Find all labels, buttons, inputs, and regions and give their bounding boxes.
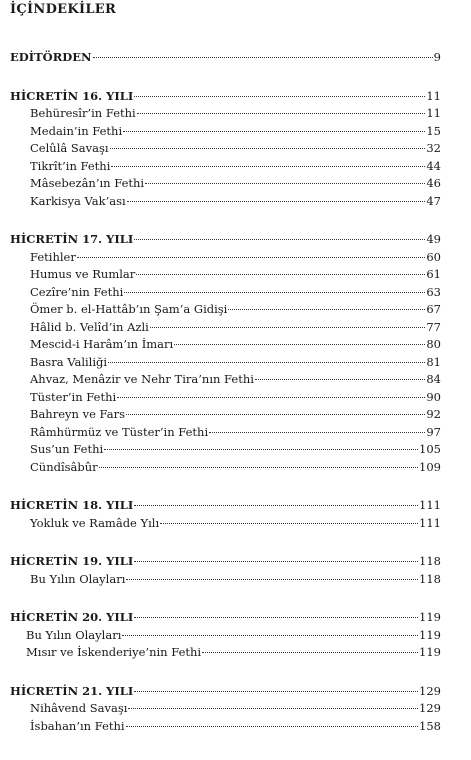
- toc-item-label: Karkisya Vak’ası: [30, 193, 126, 208]
- dot-leader: [134, 96, 425, 97]
- dot-leader: [110, 148, 426, 149]
- toc-item[interactable]: [10, 515, 441, 533]
- toc-page-number: 118: [419, 554, 441, 568]
- toc-page-number: 61: [426, 267, 441, 281]
- toc-item[interactable]: [10, 249, 441, 267]
- section-gap: [10, 588, 441, 609]
- dot-leader: [117, 397, 425, 398]
- toc-page-number: 111: [419, 515, 441, 530]
- toc-page-number: 109: [419, 459, 441, 474]
- toc-page-number: 129: [419, 701, 441, 715]
- toc-item[interactable]: [10, 627, 441, 645]
- toc-item-label: Mâsebezân’ın Fethi: [30, 176, 145, 190]
- toc-item[interactable]: [10, 354, 441, 372]
- toc-item-label: Tüster’in Fethi: [30, 389, 117, 404]
- dot-leader: [134, 617, 418, 618]
- toc-item-label: Celûlâ Savaşı: [30, 141, 109, 155]
- toc-page-number: 67: [426, 302, 441, 316]
- toc-item[interactable]: [10, 336, 441, 354]
- toc-heading-year-16[interactable]: [10, 88, 441, 106]
- toc-item[interactable]: [10, 193, 441, 211]
- dot-leader: [145, 183, 425, 184]
- dot-leader: [209, 432, 425, 433]
- toc-page-number: 90: [426, 389, 441, 404]
- toc-page-number: 119: [419, 610, 441, 624]
- dot-leader: [104, 449, 418, 450]
- dot-leader: [137, 113, 426, 114]
- toc-item[interactable]: [10, 459, 441, 477]
- dot-leader: [160, 523, 418, 524]
- toc-page-number: 92: [426, 407, 441, 421]
- toc-page-number: 49: [426, 232, 441, 246]
- dot-leader: [134, 561, 418, 562]
- toc-item-label: Sus’un Fethi: [30, 442, 104, 456]
- dot-leader: [123, 131, 425, 132]
- dot-leader: [134, 239, 425, 240]
- toc-page-number: 46: [426, 176, 441, 190]
- toc-item-label: Nihâvend Savaşı: [30, 701, 128, 715]
- toc-heading-year-19[interactable]: [10, 553, 441, 571]
- dot-leader: [122, 635, 418, 636]
- toc-page-number: 11: [426, 88, 441, 103]
- toc-heading-label: HİCRETİN 20. YILI: [10, 610, 134, 624]
- section-gap: [10, 662, 441, 683]
- toc-item[interactable]: [10, 175, 441, 193]
- toc-item[interactable]: [10, 123, 441, 141]
- toc-item-label: Yokluk ve Ramâde Yılı: [30, 515, 160, 530]
- toc-page-number: 9: [433, 50, 441, 64]
- toc-heading-year-21[interactable]: [10, 683, 441, 701]
- toc-item-label: Bahreyn ve Fars: [30, 407, 125, 421]
- toc-page-number: 97: [426, 424, 441, 439]
- toc-page-number: 32: [426, 141, 441, 155]
- dot-leader: [126, 726, 418, 727]
- dot-leader: [99, 467, 418, 468]
- dot-leader: [108, 362, 425, 363]
- toc-item-label: Bu Yılın Olayları: [26, 627, 122, 642]
- section-gap: [10, 67, 441, 88]
- dot-leader: [228, 309, 425, 310]
- toc-page-number: 44: [426, 158, 441, 173]
- section-gap: [10, 532, 441, 553]
- toc-item-label: Medain’in Fethi: [30, 123, 123, 138]
- section-gap: [10, 476, 441, 497]
- dot-leader: [134, 691, 418, 692]
- toc-heading-year-20[interactable]: [10, 609, 441, 627]
- toc-page-number: 119: [419, 627, 441, 642]
- toc-page-number: 158: [419, 718, 441, 733]
- toc-page-number: 15: [426, 123, 441, 138]
- toc-page-number: 129: [419, 683, 441, 698]
- toc-page-number: 11: [426, 106, 441, 120]
- toc-item[interactable]: [10, 718, 441, 736]
- toc-heading-year-17[interactable]: [10, 231, 441, 249]
- toc-page-number: 81: [426, 354, 441, 369]
- toc-heading-editorden[interactable]: [10, 49, 441, 67]
- toc-item-label: Cündîsâbûr: [30, 459, 98, 474]
- toc-page-number: 77: [426, 319, 441, 334]
- toc-item[interactable]: [10, 158, 441, 176]
- toc-item[interactable]: [10, 406, 441, 424]
- dot-leader: [134, 505, 418, 506]
- toc-item[interactable]: [10, 644, 441, 662]
- dot-leader: [124, 292, 425, 293]
- toc-item-label: Ömer b. el-Hattâb’ın Şam’a Gidişi: [30, 302, 228, 316]
- toc-item[interactable]: [10, 319, 441, 337]
- toc-page-number: 84: [426, 372, 441, 386]
- toc-heading-label: HİCRETİN 21. YILI: [10, 683, 134, 698]
- toc-item-label: Bu Yılın Olayları: [30, 571, 126, 586]
- dot-leader: [127, 201, 426, 202]
- dot-leader: [111, 166, 425, 167]
- toc-page-number: 80: [426, 337, 441, 351]
- toc-page-number: 47: [426, 193, 441, 208]
- toc-item[interactable]: [10, 105, 441, 123]
- toc-item-label: Mescid-i Harâm’ın İmarı: [30, 337, 174, 351]
- dot-leader: [126, 579, 418, 580]
- toc-item[interactable]: [10, 140, 441, 158]
- toc-page-number: 105: [419, 442, 441, 456]
- toc-item[interactable]: [10, 700, 441, 718]
- toc-item-label: Behüresîr’in Fethi: [30, 106, 136, 120]
- dot-leader: [93, 57, 433, 58]
- section-gap: [10, 210, 441, 231]
- table-of-contents: [10, 49, 441, 735]
- toc-item-label: Fetihler: [30, 249, 76, 264]
- dot-leader: [136, 274, 425, 275]
- toc-item[interactable]: [10, 301, 441, 319]
- toc-page-number: 60: [426, 249, 441, 264]
- toc-item[interactable]: [10, 571, 441, 589]
- toc-item-label: Ahvaz, Menâzir ve Nehr Tira’nın Fethi: [30, 372, 254, 386]
- toc-heading-label: HİCRETİN 17. YILI: [10, 232, 134, 246]
- dot-leader: [150, 327, 426, 328]
- toc-item[interactable]: [10, 424, 441, 442]
- toc-heading-label: HİCRETİN 16. YILI: [10, 88, 134, 103]
- dot-leader: [128, 708, 418, 709]
- toc-item-label: Râmhürmüz ve Tüster’in Fethi: [30, 424, 209, 439]
- dot-leader: [174, 344, 425, 345]
- toc-page-number: 118: [419, 571, 441, 586]
- toc-page-number: 111: [419, 498, 441, 512]
- toc-item-label: Mısır ve İskenderiye’nin Fethi: [26, 645, 202, 659]
- toc-heading-label: HİCRETİN 19. YILI: [10, 554, 134, 568]
- toc-item[interactable]: [10, 389, 441, 407]
- toc-item-label: Humus ve Rumlar: [30, 267, 136, 281]
- toc-item-label: Cezîre’nin Fethi: [30, 284, 124, 299]
- dot-leader: [202, 652, 418, 653]
- toc-item[interactable]: [10, 371, 441, 389]
- dot-leader: [77, 257, 426, 258]
- toc-item[interactable]: [10, 284, 441, 302]
- toc-item-label: İsbahan’ın Fethi: [30, 718, 125, 733]
- page-title: İÇİNDEKİLER: [10, 2, 117, 17]
- toc-item[interactable]: [10, 266, 441, 284]
- toc-heading-label: HİCRETİN 18. YILI: [10, 498, 134, 512]
- toc-item-label: Tikrît’in Fethi: [30, 158, 111, 173]
- toc-heading-year-18[interactable]: [10, 497, 441, 515]
- toc-heading-label: EDİTÖRDEN: [10, 50, 92, 64]
- dot-leader: [255, 379, 425, 380]
- dot-leader: [126, 414, 425, 415]
- toc-page-number: 63: [426, 284, 441, 299]
- toc-item[interactable]: [10, 441, 441, 459]
- toc-item-label: Hâlid b. Velîd’in Azli: [30, 319, 149, 334]
- toc-page-number: 119: [419, 645, 441, 659]
- toc-item-label: Basra Valiliği: [30, 354, 108, 369]
